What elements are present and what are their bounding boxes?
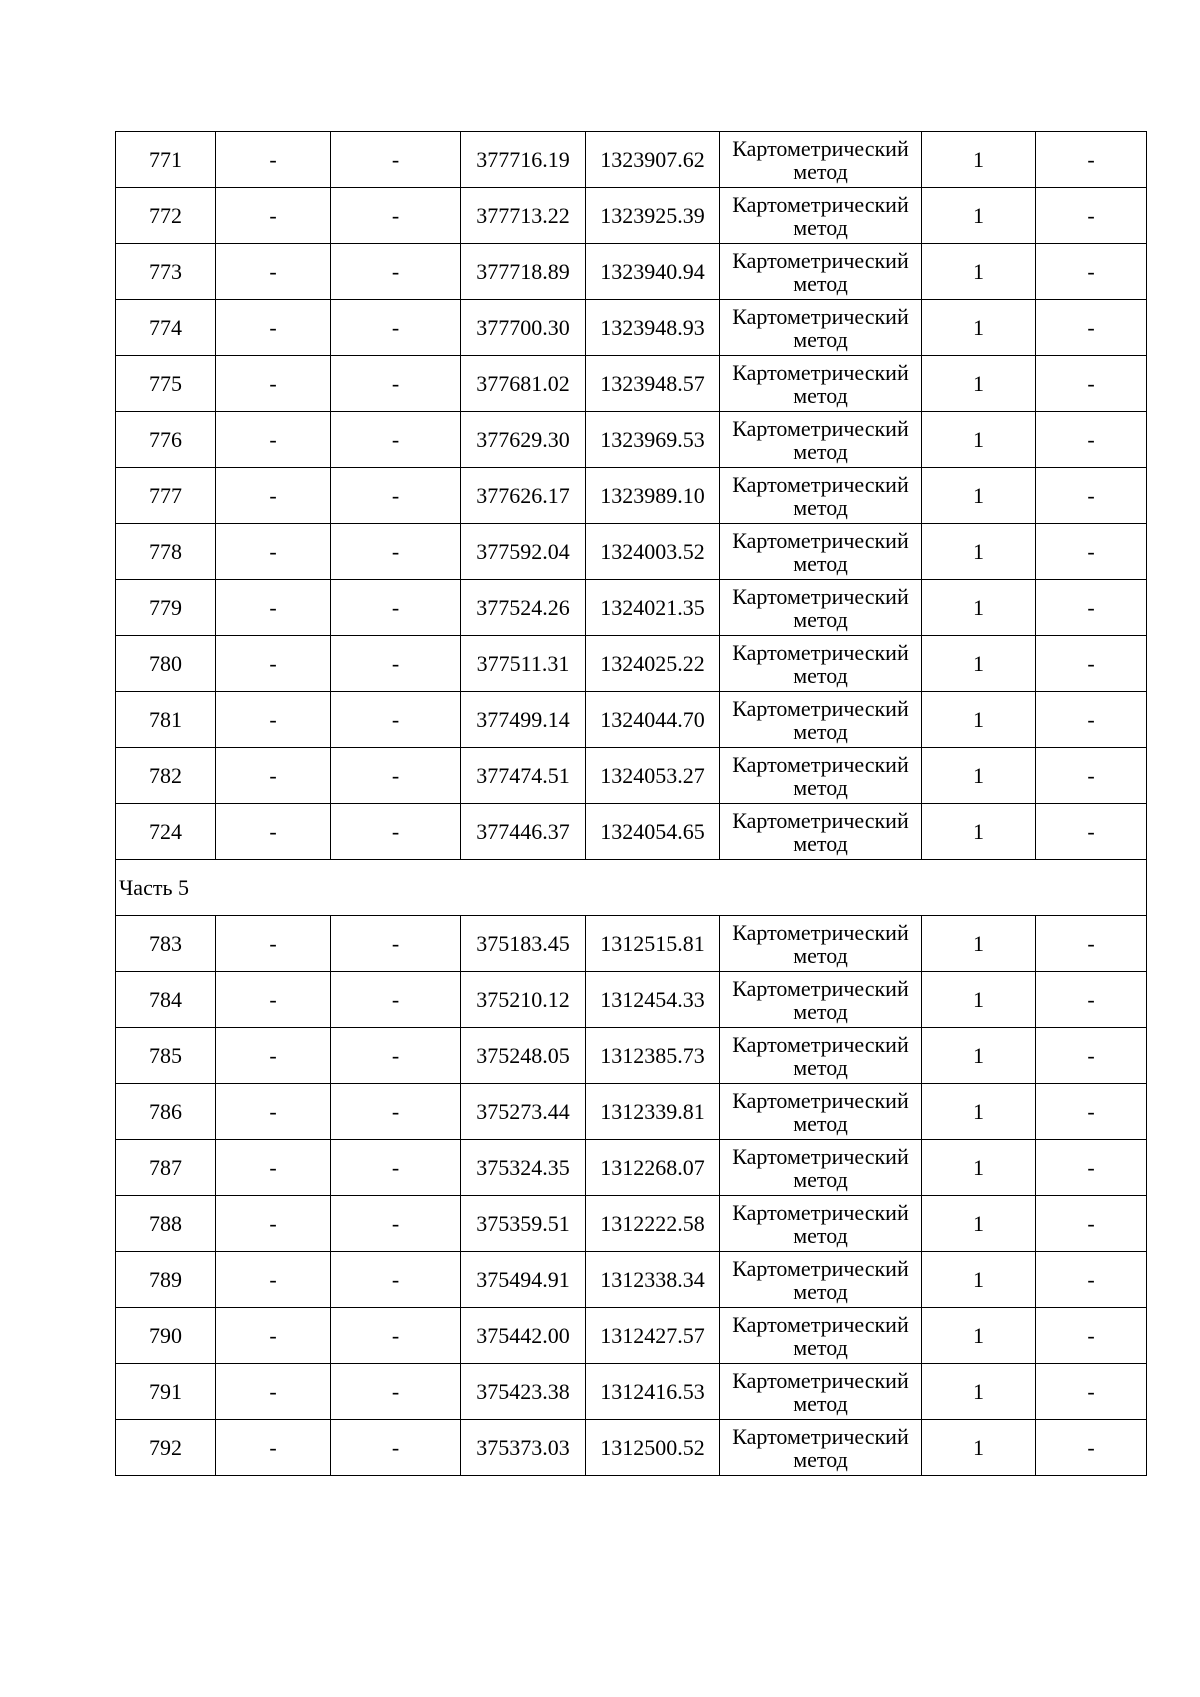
last-cell: -: [1036, 132, 1147, 188]
method-cell: Картометрический метод: [720, 748, 922, 804]
accuracy-cell: 1: [922, 132, 1036, 188]
table-row: [116, 356, 1147, 412]
x-coordinate-cell: 377524.26: [461, 580, 586, 636]
last-cell: -: [1036, 636, 1147, 692]
table-body: [116, 132, 1147, 1476]
y-coordinate-cell: 1324025.22: [586, 636, 720, 692]
table-row: [116, 916, 1147, 972]
empty-cell-2: -: [216, 1084, 331, 1140]
point-number-cell: 775: [116, 356, 216, 412]
table-row: [116, 188, 1147, 244]
y-coordinate-cell: 1312339.81: [586, 1084, 720, 1140]
accuracy-cell: 1: [922, 1308, 1036, 1364]
empty-cell-2: -: [216, 1364, 331, 1420]
method-cell: Картометрический метод: [720, 524, 922, 580]
last-cell: -: [1036, 804, 1147, 860]
accuracy-cell: 1: [922, 692, 1036, 748]
accuracy-cell: 1: [922, 1084, 1036, 1140]
x-coordinate-cell: 375442.00: [461, 1308, 586, 1364]
table-row: [116, 1308, 1147, 1364]
empty-cell-3: -: [331, 692, 461, 748]
empty-cell-2: -: [216, 1028, 331, 1084]
empty-cell-2: -: [216, 916, 331, 972]
last-cell: -: [1036, 1028, 1147, 1084]
y-coordinate-cell: 1312416.53: [586, 1364, 720, 1420]
last-cell: -: [1036, 468, 1147, 524]
table-row: [116, 524, 1147, 580]
accuracy-cell: 1: [922, 1364, 1036, 1420]
method-cell: Картометрический метод: [720, 1420, 922, 1476]
point-number-cell: 724: [116, 804, 216, 860]
point-number-cell: 792: [116, 1420, 216, 1476]
empty-cell-3: -: [331, 1252, 461, 1308]
method-cell: Картометрический метод: [720, 692, 922, 748]
table-row: [116, 1140, 1147, 1196]
x-coordinate-cell: 375324.35: [461, 1140, 586, 1196]
x-coordinate-cell: 375359.51: [461, 1196, 586, 1252]
y-coordinate-cell: 1324021.35: [586, 580, 720, 636]
y-coordinate-cell: 1323940.94: [586, 244, 720, 300]
table-row: [116, 132, 1147, 188]
empty-cell-3: -: [331, 1196, 461, 1252]
empty-cell-2: -: [216, 692, 331, 748]
y-coordinate-cell: 1324053.27: [586, 748, 720, 804]
last-cell: -: [1036, 244, 1147, 300]
accuracy-cell: 1: [922, 412, 1036, 468]
empty-cell-2: -: [216, 804, 331, 860]
table-row: [116, 1084, 1147, 1140]
empty-cell-3: -: [331, 748, 461, 804]
point-number-cell: 778: [116, 524, 216, 580]
table-row: [116, 748, 1147, 804]
empty-cell-3: -: [331, 244, 461, 300]
accuracy-cell: 1: [922, 916, 1036, 972]
x-coordinate-cell: 377681.02: [461, 356, 586, 412]
point-number-cell: 782: [116, 748, 216, 804]
accuracy-cell: 1: [922, 580, 1036, 636]
y-coordinate-cell: 1323989.10: [586, 468, 720, 524]
empty-cell-3: -: [331, 356, 461, 412]
empty-cell-2: -: [216, 468, 331, 524]
method-cell: Картометрический метод: [720, 1252, 922, 1308]
empty-cell-3: -: [331, 1308, 461, 1364]
x-coordinate-cell: 375494.91: [461, 1252, 586, 1308]
point-number-cell: 771: [116, 132, 216, 188]
y-coordinate-cell: 1323969.53: [586, 412, 720, 468]
method-cell: Картометрический метод: [720, 1028, 922, 1084]
empty-cell-2: -: [216, 1308, 331, 1364]
x-coordinate-cell: 377718.89: [461, 244, 586, 300]
y-coordinate-cell: 1312427.57: [586, 1308, 720, 1364]
table-row: [116, 1420, 1147, 1476]
last-cell: -: [1036, 1252, 1147, 1308]
point-number-cell: 772: [116, 188, 216, 244]
x-coordinate-cell: 375273.44: [461, 1084, 586, 1140]
table-row: [116, 804, 1147, 860]
method-cell: Картометрический метод: [720, 1084, 922, 1140]
table-row: [116, 972, 1147, 1028]
point-number-cell: 779: [116, 580, 216, 636]
table-row: [116, 1028, 1147, 1084]
method-cell: Картометрический метод: [720, 244, 922, 300]
point-number-cell: 781: [116, 692, 216, 748]
last-cell: -: [1036, 356, 1147, 412]
empty-cell-2: -: [216, 1252, 331, 1308]
last-cell: -: [1036, 188, 1147, 244]
method-cell: Картометрический метод: [720, 468, 922, 524]
y-coordinate-cell: 1312222.58: [586, 1196, 720, 1252]
accuracy-cell: 1: [922, 804, 1036, 860]
empty-cell-3: -: [331, 1140, 461, 1196]
x-coordinate-cell: 377511.31: [461, 636, 586, 692]
empty-cell-2: -: [216, 748, 331, 804]
point-number-cell: 787: [116, 1140, 216, 1196]
x-coordinate-cell: 375248.05: [461, 1028, 586, 1084]
point-number-cell: 789: [116, 1252, 216, 1308]
point-number-cell: 784: [116, 972, 216, 1028]
y-coordinate-cell: 1312454.33: [586, 972, 720, 1028]
last-cell: -: [1036, 1084, 1147, 1140]
point-number-cell: 777: [116, 468, 216, 524]
empty-cell-3: -: [331, 412, 461, 468]
last-cell: -: [1036, 1140, 1147, 1196]
last-cell: -: [1036, 916, 1147, 972]
x-coordinate-cell: 375210.12: [461, 972, 586, 1028]
x-coordinate-cell: 375373.03: [461, 1420, 586, 1476]
y-coordinate-cell: 1324054.65: [586, 804, 720, 860]
empty-cell-2: -: [216, 524, 331, 580]
accuracy-cell: 1: [922, 1196, 1036, 1252]
y-coordinate-cell: 1312500.52: [586, 1420, 720, 1476]
empty-cell-3: -: [331, 1420, 461, 1476]
x-coordinate-cell: 377592.04: [461, 524, 586, 580]
x-coordinate-cell: 377629.30: [461, 412, 586, 468]
method-cell: Картометрический метод: [720, 1308, 922, 1364]
empty-cell-3: -: [331, 132, 461, 188]
y-coordinate-cell: 1324003.52: [586, 524, 720, 580]
empty-cell-2: -: [216, 300, 331, 356]
empty-cell-2: -: [216, 1420, 331, 1476]
empty-cell-3: -: [331, 636, 461, 692]
point-number-cell: 788: [116, 1196, 216, 1252]
accuracy-cell: 1: [922, 356, 1036, 412]
x-coordinate-cell: 377626.17: [461, 468, 586, 524]
x-coordinate-cell: 375183.45: [461, 916, 586, 972]
empty-cell-2: -: [216, 412, 331, 468]
table-row: [116, 1196, 1147, 1252]
last-cell: -: [1036, 1196, 1147, 1252]
last-cell: -: [1036, 300, 1147, 356]
accuracy-cell: 1: [922, 188, 1036, 244]
x-coordinate-cell: 377499.14: [461, 692, 586, 748]
empty-cell-2: -: [216, 132, 331, 188]
last-cell: -: [1036, 1364, 1147, 1420]
empty-cell-3: -: [331, 1364, 461, 1420]
method-cell: Картометрический метод: [720, 356, 922, 412]
empty-cell-3: -: [331, 300, 461, 356]
point-number-cell: 783: [116, 916, 216, 972]
method-cell: Картометрический метод: [720, 580, 922, 636]
last-cell: -: [1036, 524, 1147, 580]
x-coordinate-cell: 377713.22: [461, 188, 586, 244]
last-cell: -: [1036, 748, 1147, 804]
accuracy-cell: 1: [922, 1140, 1036, 1196]
section-row: [116, 860, 1147, 916]
y-coordinate-cell: 1324044.70: [586, 692, 720, 748]
empty-cell-2: -: [216, 1140, 331, 1196]
table-row: [116, 692, 1147, 748]
point-number-cell: 776: [116, 412, 216, 468]
empty-cell-2: -: [216, 580, 331, 636]
empty-cell-2: -: [216, 1196, 331, 1252]
accuracy-cell: 1: [922, 748, 1036, 804]
accuracy-cell: 1: [922, 300, 1036, 356]
empty-cell-3: -: [331, 972, 461, 1028]
x-coordinate-cell: 377446.37: [461, 804, 586, 860]
empty-cell-2: -: [216, 188, 331, 244]
table-row: [116, 244, 1147, 300]
empty-cell-3: -: [331, 1028, 461, 1084]
accuracy-cell: 1: [922, 524, 1036, 580]
empty-cell-2: -: [216, 972, 331, 1028]
y-coordinate-cell: 1323925.39: [586, 188, 720, 244]
table-row: [116, 468, 1147, 524]
point-number-cell: 786: [116, 1084, 216, 1140]
empty-cell-3: -: [331, 468, 461, 524]
table-row: [116, 300, 1147, 356]
empty-cell-3: -: [331, 916, 461, 972]
method-cell: Картометрический метод: [720, 916, 922, 972]
y-coordinate-cell: 1323907.62: [586, 132, 720, 188]
x-coordinate-cell: 377474.51: [461, 748, 586, 804]
y-coordinate-cell: 1323948.57: [586, 356, 720, 412]
point-number-cell: 774: [116, 300, 216, 356]
point-number-cell: 791: [116, 1364, 216, 1420]
y-coordinate-cell: 1323948.93: [586, 300, 720, 356]
table-row: [116, 1252, 1147, 1308]
method-cell: Картометрический метод: [720, 804, 922, 860]
coordinates-table: [115, 131, 1147, 1476]
method-cell: Картометрический метод: [720, 1140, 922, 1196]
table-row: [116, 1364, 1147, 1420]
y-coordinate-cell: 1312338.34: [586, 1252, 720, 1308]
empty-cell-3: -: [331, 1084, 461, 1140]
last-cell: -: [1036, 692, 1147, 748]
y-coordinate-cell: 1312515.81: [586, 916, 720, 972]
point-number-cell: 773: [116, 244, 216, 300]
point-number-cell: 780: [116, 636, 216, 692]
last-cell: -: [1036, 580, 1147, 636]
method-cell: Картометрический метод: [720, 972, 922, 1028]
last-cell: -: [1036, 1308, 1147, 1364]
empty-cell-2: -: [216, 356, 331, 412]
accuracy-cell: 1: [922, 468, 1036, 524]
accuracy-cell: 1: [922, 244, 1036, 300]
method-cell: Картометрический метод: [720, 132, 922, 188]
y-coordinate-cell: 1312385.73: [586, 1028, 720, 1084]
method-cell: Картометрический метод: [720, 412, 922, 468]
last-cell: -: [1036, 412, 1147, 468]
y-coordinate-cell: 1312268.07: [586, 1140, 720, 1196]
last-cell: -: [1036, 1420, 1147, 1476]
x-coordinate-cell: 377716.19: [461, 132, 586, 188]
table-row: [116, 580, 1147, 636]
accuracy-cell: 1: [922, 636, 1036, 692]
empty-cell-2: -: [216, 636, 331, 692]
table-row: [116, 636, 1147, 692]
table-row: [116, 412, 1147, 468]
point-number-cell: 790: [116, 1308, 216, 1364]
method-cell: Картометрический метод: [720, 636, 922, 692]
accuracy-cell: 1: [922, 1420, 1036, 1476]
method-cell: Картометрический метод: [720, 188, 922, 244]
empty-cell-2: -: [216, 244, 331, 300]
empty-cell-3: -: [331, 804, 461, 860]
accuracy-cell: 1: [922, 972, 1036, 1028]
point-number-cell: 785: [116, 1028, 216, 1084]
x-coordinate-cell: 377700.30: [461, 300, 586, 356]
method-cell: Картометрический метод: [720, 1364, 922, 1420]
section-title: Часть 5: [116, 860, 1147, 916]
empty-cell-3: -: [331, 580, 461, 636]
x-coordinate-cell: 375423.38: [461, 1364, 586, 1420]
accuracy-cell: 1: [922, 1028, 1036, 1084]
method-cell: Картометрический метод: [720, 1196, 922, 1252]
empty-cell-3: -: [331, 524, 461, 580]
empty-cell-3: -: [331, 188, 461, 244]
accuracy-cell: 1: [922, 1252, 1036, 1308]
last-cell: -: [1036, 972, 1147, 1028]
method-cell: Картометрический метод: [720, 300, 922, 356]
